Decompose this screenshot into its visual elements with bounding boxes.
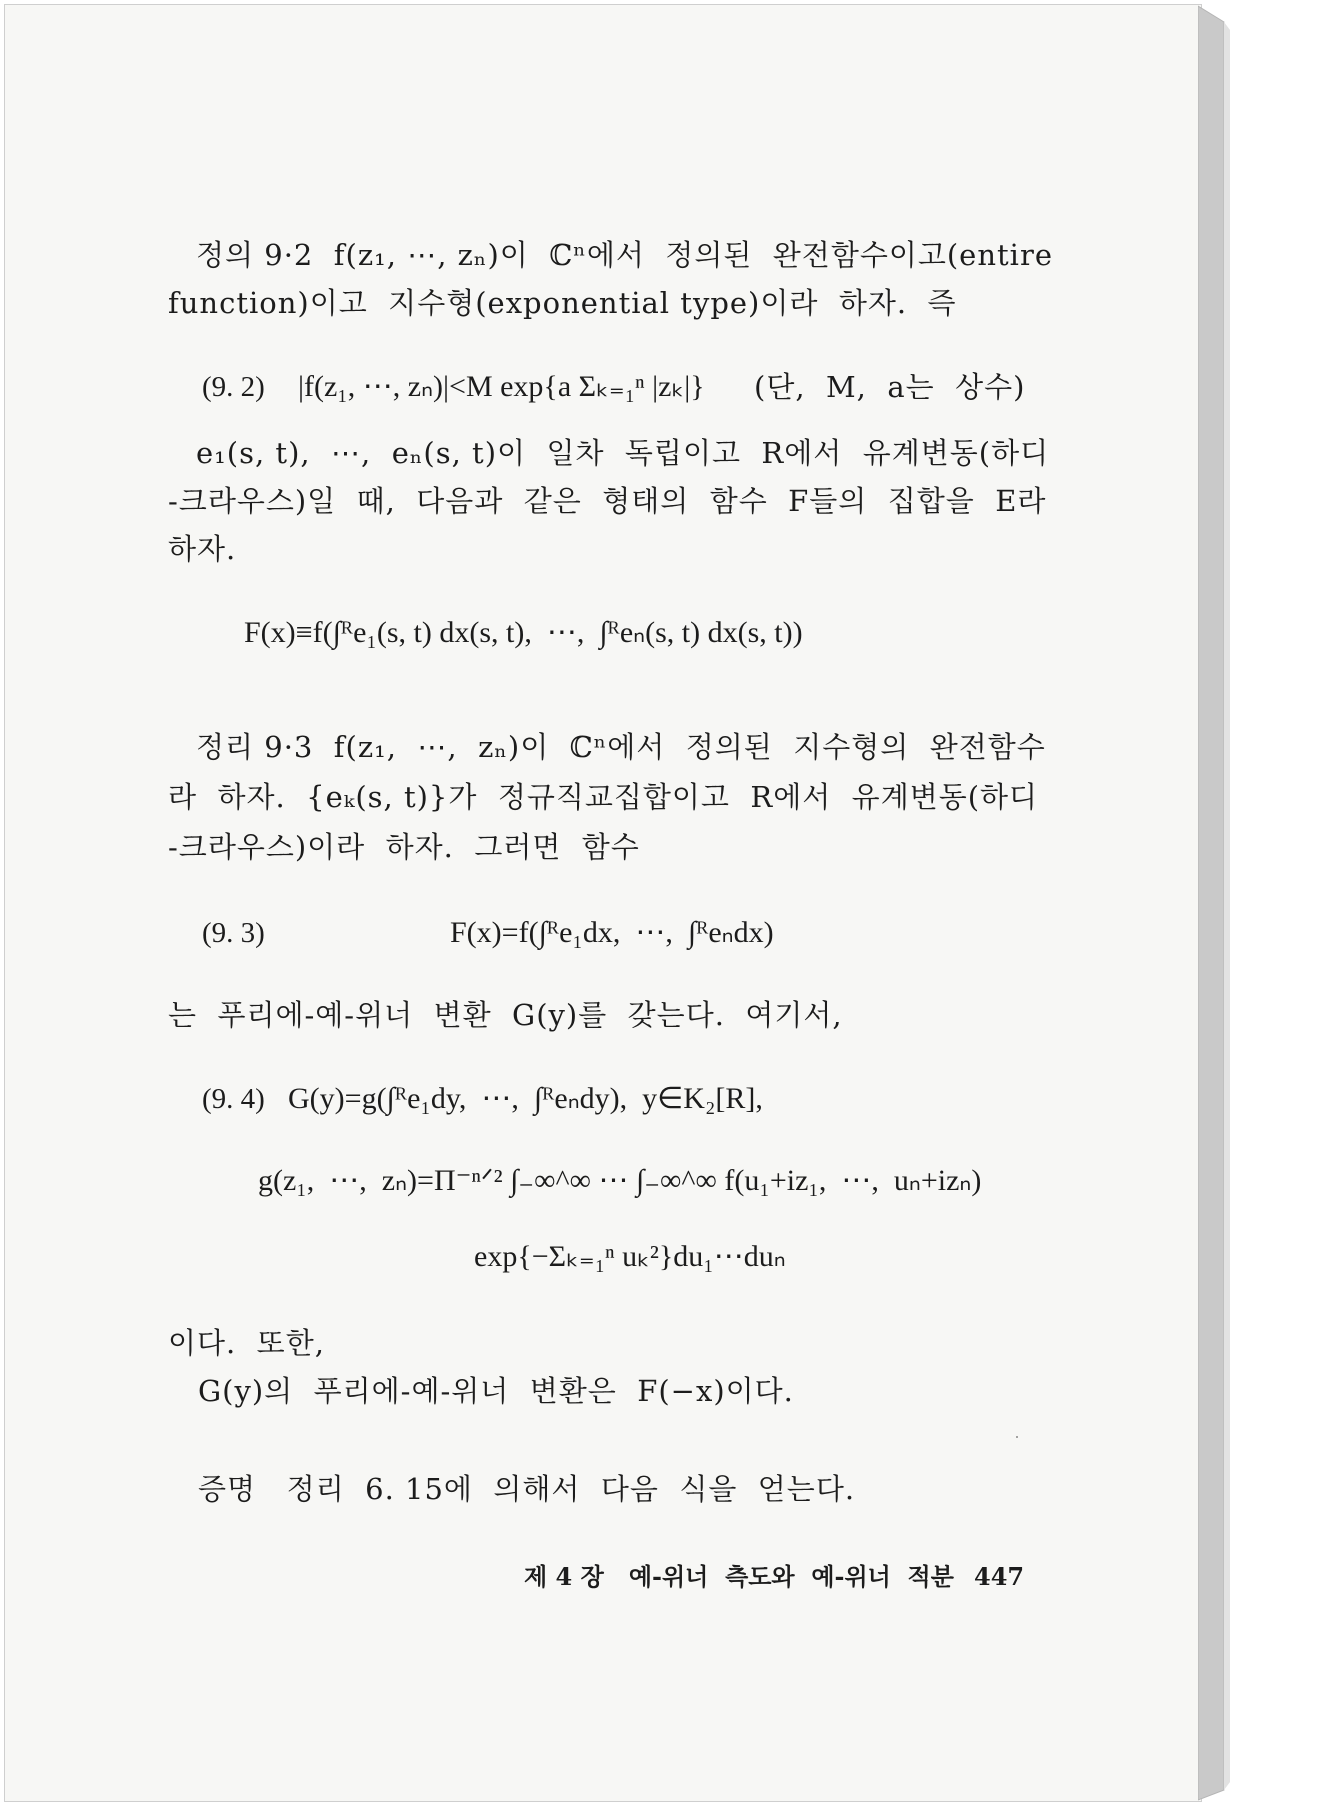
speck [1016,1436,1018,1438]
equation-9-3-label: (9. 3) [202,917,265,949]
page-edge-shadow [1198,0,1242,1806]
equation-9-4-line-2: g(z₁, ⋯, zₙ)=Π⁻ⁿᐟ² ∫₋∞^∞ ⋯ ∫₋∞^∞ f(u₁+iz₁, ⋯, uₙ+izₙ) [258,1164,982,1197]
definition-9-2-line-2: function)이고 지수형(exponential type)이라 하자. 즉 [168,286,957,320]
paragraph-2-line-1: 는 푸리에-예-위너 변환 G(y)를 갖는다. 여기서, [168,998,843,1032]
paragraph-3-line-1: 이다. 또한, [168,1326,325,1360]
paragraph-3-line-2: G(y)의 푸리에-예-위너 변환은 F(−x)이다. [198,1374,794,1408]
equation-F-definition: F(x)≡f(∫ᴿe₁(s, t) dx(s, t), ⋯, ∫ᴿeₙ(s, t) dx(s, t)) [244,616,803,649]
equation-9-4-line-1: G(y)=g(∫ᴿe₁dy, ⋯, ∫ᴿeₙdy), y∈K₂[R], [288,1082,763,1115]
paragraph-1-line-3: 하자. [168,532,237,566]
theorem-9-3-line-2: 라 하자. {eₖ(s, t)}가 정규직교집합이고 R에서 유계변동(하디 [168,780,1039,814]
proof-line-1: 증명 정리 6. 15에 의해서 다음 식을 얻는다. [198,1472,856,1506]
equation-9-3: F(x)=f(∫ᴿe₁dx, ⋯, ∫ᴿeₙdx) [450,916,774,949]
paragraph-1-line-1: e₁(s, t), ⋯, eₙ(s, t)이 일차 독립이고 R에서 유계변동(하디 [196,436,1050,470]
theorem-9-3-line-1: 정리 9·3 f(z₁, ⋯, zₙ)이 ℂⁿ에서 정의된 지수형의 완전함수 [196,730,1046,764]
equation-9-4-line-3: exp{−Σₖ₌₁ⁿ uₖ²}du₁⋯duₙ [474,1240,786,1273]
equation-9-2-note: (단, M, a는 상수) [754,370,1026,404]
page-sheet [4,4,1202,1802]
equation-9-2-label: (9. 2) [202,371,265,403]
theorem-9-3-line-3: -크라우스)이라 하자. 그러면 함수 [168,830,640,864]
page-number: 447 [974,1562,1025,1591]
running-head: 제 4 장 예-위너 측도와 예-위너 적분 [524,1562,954,1591]
equation-9-4-label: (9. 4) [202,1083,265,1115]
equation-9-2: |f(z₁, ⋯, zₙ)|<M exp{a Σₖ₌₁ⁿ |zₖ|} [298,370,705,403]
paragraph-1-line-2: -크라우스)일 때, 다음과 같은 형태의 함수 F들의 집합을 E라 [168,484,1047,518]
definition-9-2-line-1: 정의 9·2 f(z₁, ⋯, zₙ)이 ℂⁿ에서 정의된 완전함수이고(entire [196,238,1053,272]
